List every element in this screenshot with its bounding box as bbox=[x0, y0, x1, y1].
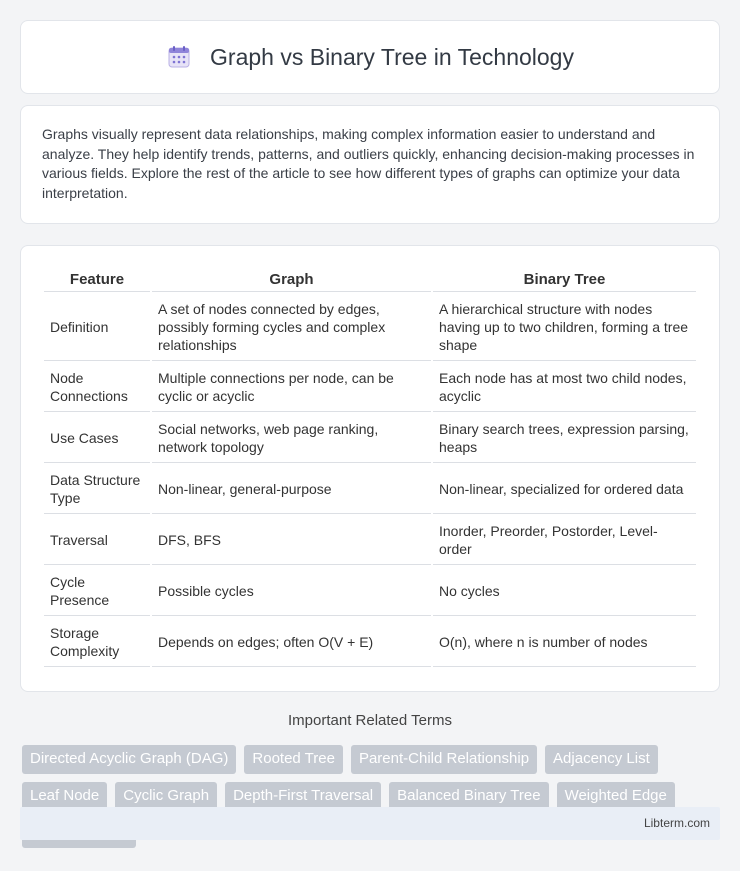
page-title: Graph vs Binary Tree in Technology bbox=[210, 43, 574, 70]
table-row bbox=[44, 516, 696, 565]
table-row bbox=[44, 363, 696, 412]
intro-card bbox=[20, 105, 720, 224]
cell-graph: Depends on edges; often O(V + E) bbox=[152, 618, 431, 667]
cell-binary-tree: A hierarchical structure with nodes having up to two children, forming a tree shape bbox=[433, 294, 696, 361]
tag-leaf-node[interactable]: Leaf Node bbox=[22, 782, 107, 811]
tag-balanced-binary-tree[interactable]: Balanced Binary Tree bbox=[389, 782, 548, 811]
tag-depth-first-traversal[interactable]: Depth-First Traversal bbox=[225, 782, 381, 811]
cell-feature: Use Cases bbox=[44, 414, 150, 463]
header-feature: Feature bbox=[44, 268, 150, 292]
cell-feature: Cycle Presence bbox=[44, 567, 150, 616]
table-row bbox=[44, 567, 696, 616]
comparison-table-card bbox=[20, 245, 720, 692]
cell-graph: DFS, BFS bbox=[152, 516, 431, 565]
cell-binary-tree: O(n), where n is number of nodes bbox=[433, 618, 696, 667]
footer bbox=[20, 807, 720, 840]
cell-graph: Possible cycles bbox=[152, 567, 431, 616]
header-graph: Graph bbox=[152, 268, 431, 292]
calendar-icon bbox=[166, 44, 192, 70]
cell-feature: Node Connections bbox=[44, 363, 150, 412]
table-row bbox=[44, 465, 696, 514]
cell-graph: Non-linear, general-purpose bbox=[152, 465, 431, 514]
table-row bbox=[44, 294, 696, 361]
intro-text: Graphs visually represent data relationships, making complex information easier to understand and analyze. They help identify trends, patterns, and outliers quickly, enhancing decision-making processes in various fields. Explore the rest of the article to see how different types of graphs can optimize your data interpretation. bbox=[42, 126, 695, 201]
cell-binary-tree: No cycles bbox=[433, 567, 696, 616]
tag-parent-child-relationship[interactable]: Parent-Child Relationship bbox=[351, 745, 537, 774]
cell-feature: Storage Complexity bbox=[44, 618, 150, 667]
cell-binary-tree: Each node has at most two child nodes, acyclic bbox=[433, 363, 696, 412]
header-binary-tree: Binary Tree bbox=[433, 268, 696, 292]
table-row bbox=[44, 414, 696, 463]
cell-feature: Data Structure Type bbox=[44, 465, 150, 514]
footer-site-link[interactable]: Libterm.com bbox=[643, 816, 710, 830]
table-row bbox=[44, 618, 696, 667]
cell-graph: Multiple connections per node, can be cyclic or acyclic bbox=[152, 363, 431, 412]
cell-binary-tree: Inorder, Preorder, Postorder, Level-order bbox=[433, 516, 696, 565]
comparison-table bbox=[42, 266, 698, 669]
tag-cyclic-graph[interactable]: Cyclic Graph bbox=[115, 782, 217, 811]
cell-graph: A set of nodes connected by edges, possibly forming cycles and complex relationships bbox=[152, 294, 431, 361]
cell-feature: Traversal bbox=[44, 516, 150, 565]
cell-binary-tree: Non-linear, specialized for ordered data bbox=[433, 465, 696, 514]
cell-binary-tree: Binary search trees, expression parsing, heaps bbox=[433, 414, 696, 463]
table-header-row bbox=[44, 268, 696, 292]
header-card bbox=[20, 20, 720, 94]
tag-dag[interactable]: Directed Acyclic Graph (DAG) bbox=[22, 745, 236, 774]
tag-weighted-edge[interactable]: Weighted Edge bbox=[557, 782, 675, 811]
tag-rooted-tree[interactable]: Rooted Tree bbox=[244, 745, 343, 774]
related-terms-title: Important Related Terms bbox=[288, 712, 452, 729]
tag-adjacency-list[interactable]: Adjacency List bbox=[545, 745, 658, 774]
cell-graph: Social networks, web page ranking, network topology bbox=[152, 414, 431, 463]
cell-feature: Definition bbox=[44, 294, 150, 361]
